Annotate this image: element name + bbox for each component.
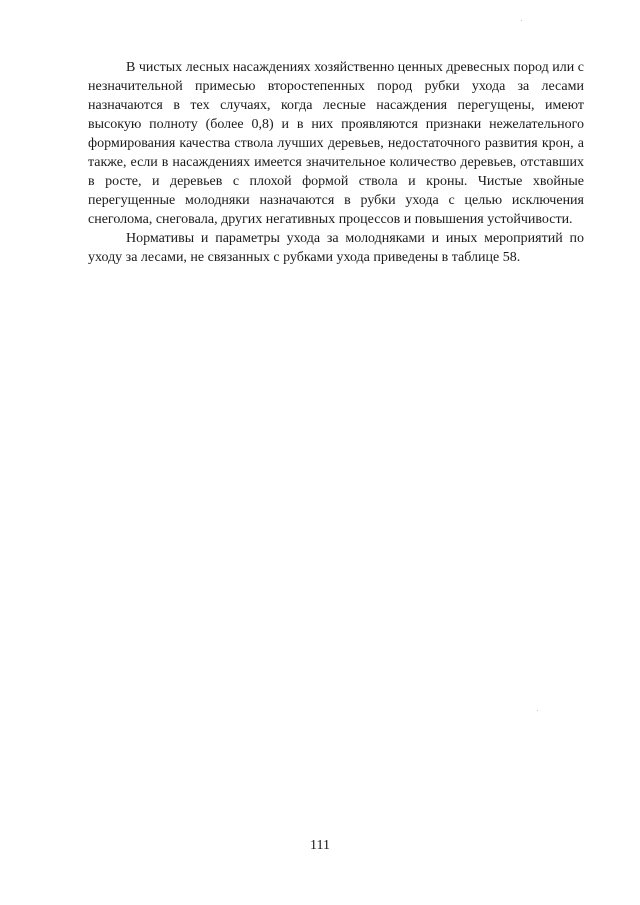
paragraph-1: В чистых лесных насаждениях хозяйственно ценных древесных пород или с незначительной примесью второстепенных пород рубки ухода за лесами назначаются в тех случаях, когда лесные насаждения перегущены, имеют высокую полноту (более 0,8) и в них проявляются признаки нежелательного формирования качества ствола лучших деревьев, недостаточного развития крон, а также, если в насаждениях имеется значительное количество деревьев, отставших в росте, и деревьев с плохой формой ствола и кроны. Чистые хвойные перегущенные молодняки назначаются в рубки ухода с целью исключения снеголома, снеговала, других негативных процессов и повышения устойчивости.: [88, 60, 584, 227]
page-number: 111: [310, 838, 330, 853]
scan-speck: [521, 20, 522, 21]
paragraph-2: Нормативы и параметры ухода за молодняками и иных мероприятий по уходу за лесами, не связанных с рубками ухода приведены в таблице 58.: [88, 231, 584, 265]
body-text: [88, 58, 584, 267]
scan-speck: [537, 710, 538, 711]
